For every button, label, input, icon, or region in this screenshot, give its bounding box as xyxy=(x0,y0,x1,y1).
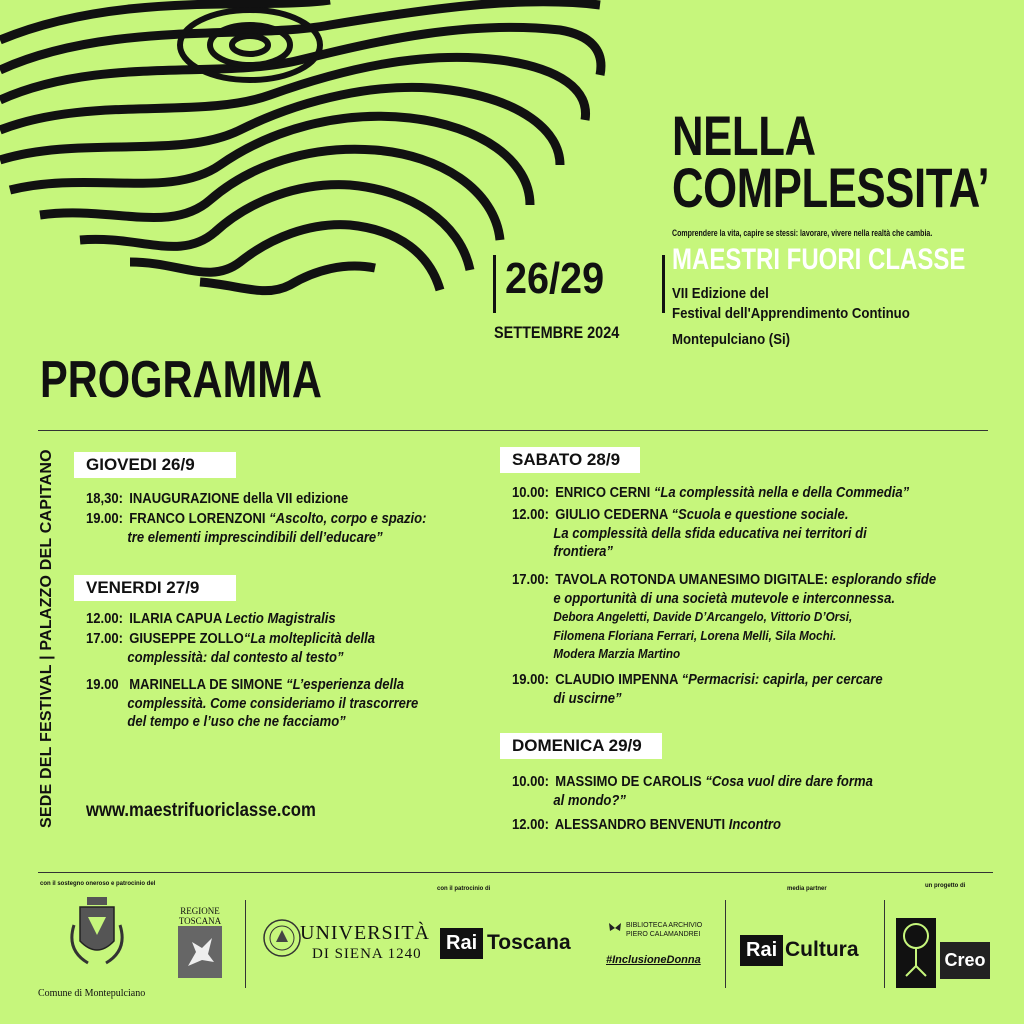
uni-siena-line-1: UNIVERSITÀ xyxy=(300,922,430,944)
butterfly-icon xyxy=(608,922,622,934)
regione-toscana-logo xyxy=(176,906,224,983)
event-venerdi-2: 17.00: GIUSEPPE ZOLLO“La molteplicità della complessità: dal contesto al testo” xyxy=(86,631,376,666)
tagline: Comprendere la vita, capire se stessi: lavorare, vivere nella realtà che cambia. xyxy=(672,228,933,238)
regione-line-1: REGIONE xyxy=(180,906,220,916)
event-domenica-1: 10.00: MASSIMO DE CAROLIS “Cosa vuol dire dare forma al mondo?” xyxy=(512,774,873,809)
event-venerdi-1: 12.00: ILARIA CAPUA Lectio Magistralis xyxy=(86,611,336,627)
day-label-sabato: SABATO 28/9 xyxy=(500,447,640,473)
event-giovedi-1: 18,30: INAUGURAZIONE della VII edizione xyxy=(86,491,349,507)
festival-place: Montepulciano (Si) xyxy=(672,331,791,348)
edition-label: VII Edizione del xyxy=(672,285,769,302)
programma-title: PROGRAMMA xyxy=(40,351,322,409)
comune-name: Comune di Montepulciano xyxy=(38,988,146,999)
footer-divider xyxy=(38,872,993,873)
label-project: un progetto di xyxy=(925,883,966,889)
festival-month: SETTEMBRE 2024 xyxy=(494,323,620,342)
event-sabato-3: 17.00: TAVOLA ROTONDA UMANESIMO DIGITALE: esplorando sfide e opportunità di una società mutevole e interconnessa. Debora Angeletti, Davide D’Arcangelo, Vittorio D’Orsi, Filomena Floriana Ferrari, Lorena Melli, Sila Mochi. Modera Marzia Martino xyxy=(512,572,937,661)
event-sabato-1: 10.00: ENRICO CERNI “La complessità nella e della Commedia” xyxy=(512,485,910,501)
label-patronage: con il patrocinio di xyxy=(437,886,491,892)
event-domenica-2: 12.00: ALESSANDRO BENVENUTI Incontro xyxy=(512,817,781,833)
divider xyxy=(38,430,988,431)
day-label-venerdi: VENERDI 27/9 xyxy=(74,575,236,601)
rai-cultura-text: Cultura xyxy=(785,938,859,961)
event-venerdi-3: 19.00 MARINELLA DE SIMONE “L’esperienza della complessità. Come consideriamo il trascorrere del tempo e l’uso che ne facciamo” xyxy=(86,677,419,730)
biblioteca-line-1: BIBLIOTECA ARCHIVIO xyxy=(626,922,703,929)
siena-seal-icon xyxy=(262,918,302,958)
rai-cultura-box: Rai xyxy=(740,935,783,966)
festival-dates: 26/29 xyxy=(505,254,605,303)
event-sabato-4: 19.00: CLAUDIO IMPENNA “Permacrisi: capirla, per cercare di uscirne” xyxy=(512,672,883,707)
day-label-giovedi: GIOVEDI 26/9 xyxy=(74,452,236,478)
creo-logo: Creo xyxy=(940,942,990,979)
festival-name: Festival dell'Apprendimento Continuo xyxy=(672,305,910,322)
footer-separator-1 xyxy=(245,900,246,988)
regione-line-2: TOSCANA xyxy=(178,916,222,926)
day-label-domenica: DOMENICA 29/9 xyxy=(500,733,662,759)
label-support: con il sostegno oneroso e patrocinio del xyxy=(40,881,156,887)
website-link[interactable]: www.maestrifuoriclasse.com xyxy=(86,800,316,821)
brand-name: MAESTRI FUORI CLASSE xyxy=(672,243,966,276)
rai-toscana-text: Toscana xyxy=(487,931,571,954)
pegasus-icon xyxy=(178,926,222,978)
uni-siena-line-2: DI SIENA 1240 xyxy=(312,946,422,962)
label-media: media partner xyxy=(787,886,827,892)
footer-separator-2 xyxy=(725,900,726,988)
title-line-1: NELLA xyxy=(672,104,816,167)
rai-toscana-box: Rai xyxy=(440,928,483,959)
venue-vertical-label: SEDE DEL FESTIVAL | PALAZZO DEL CAPITANO xyxy=(38,449,55,828)
footer-separator-3 xyxy=(884,900,885,988)
title-line-2: COMPLESSITA’ xyxy=(672,156,990,219)
event-sabato-2: 12.00: GIULIO CEDERNA “Scuola e questione sociale. La complessità della sfida educativa nei territori di frontiera” xyxy=(512,507,867,560)
hashtag: #InclusioneDonna xyxy=(606,954,701,966)
biblioteca-line-2: PIERO CALAMANDREI xyxy=(626,931,701,938)
maestri-tree-logo xyxy=(896,918,936,988)
event-giovedi-2: 19.00: FRANCO LORENZONI “Ascolto, corpo e spazio: tre elementi imprescindibili dell’educare” xyxy=(86,511,427,546)
comune-crest-icon xyxy=(66,895,128,979)
